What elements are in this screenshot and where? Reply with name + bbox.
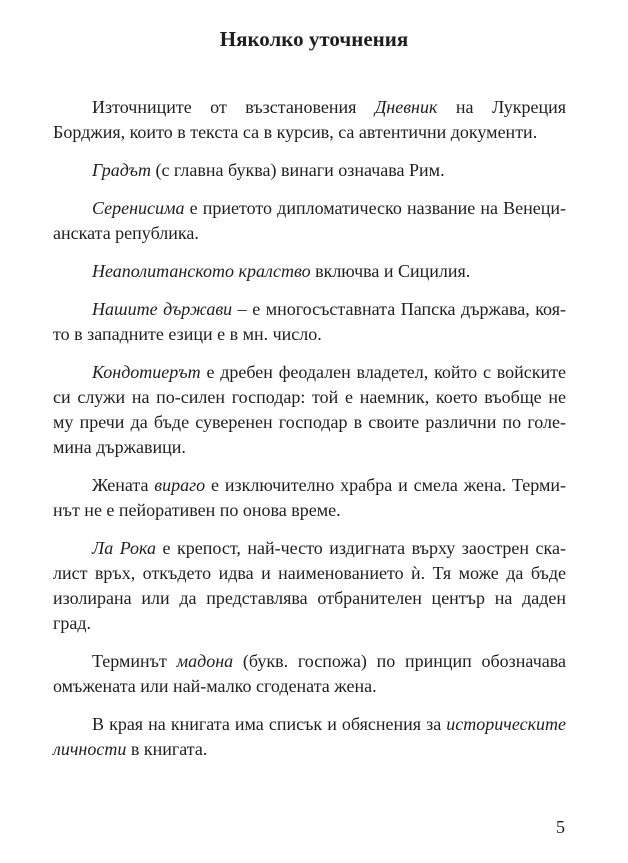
text-segment: Жената bbox=[92, 475, 155, 495]
text-segment: е крепост, най-често издигната върху заострен скалист връх, откъдето идва и наименованието ѝ. Тя може да бъде изолирана или да представлява отбранителен център на даден град. bbox=[53, 538, 566, 633]
text-segment-italic: историческите личности bbox=[53, 714, 566, 759]
text-segment: Терминът bbox=[92, 651, 177, 671]
page-number: 5 bbox=[556, 817, 565, 837]
text-segment-italic: вираго bbox=[154, 475, 206, 495]
text-segment: в книгата. bbox=[126, 739, 208, 759]
page-content bbox=[53, 95, 566, 762]
text-segment: е изключително храбра и смела жена. Терминът не е пейоративен по онова време. bbox=[53, 475, 566, 520]
paragraph-virago bbox=[53, 473, 566, 523]
text-segment-italic: Градът bbox=[92, 160, 151, 180]
text-segment: (с главна буква) винаги означава Рим. bbox=[150, 160, 445, 180]
text-segment: е дребен феодален владетел, който с войските си служи на по-силен господар: той е наемник, което въобще не му пречи да бъде суверенен господар в своите различни по големина държавици. bbox=[53, 362, 566, 457]
paragraph-neapolitan bbox=[53, 259, 566, 284]
paragraph-madona bbox=[53, 649, 566, 699]
paragraph-serenisima bbox=[53, 196, 566, 246]
paragraph-kondotier bbox=[53, 360, 566, 460]
paragraph-gradat bbox=[53, 158, 566, 183]
paragraph-la-roka bbox=[53, 536, 566, 636]
text-segment-italic: Кондотиерът bbox=[92, 362, 201, 382]
text-segment-italic: Нашите държави bbox=[92, 299, 233, 319]
text-segment-italic: Дневник bbox=[374, 97, 438, 117]
paragraph-nashite-darzhavi bbox=[53, 297, 566, 347]
page-title: Няколко уточнения bbox=[219, 27, 409, 51]
text-segment-italic: Неаполитанското кралство bbox=[92, 261, 311, 281]
text-segment-italic: Серенисима bbox=[92, 198, 185, 218]
paragraph-sources bbox=[53, 95, 566, 145]
text-segment: на Лукреция Борджия, които в текста са в курсив, са автентични документи. bbox=[53, 97, 566, 142]
text-segment: (букв. госпожа) по принцип обозначава омъжената или най-малко сгодената жена. bbox=[53, 651, 566, 696]
text-segment: включва и Сицилия. bbox=[310, 261, 471, 281]
text-segment: е приетото дипломатическо название на Венецианската република. bbox=[53, 198, 566, 243]
text-segment: В края на книгата има списък и обяснения за bbox=[92, 714, 447, 734]
text-segment: – е многосъставната Папска държава, която в западните езици е в мн. число. bbox=[53, 299, 566, 344]
text-segment-italic: Ла Рока bbox=[92, 538, 157, 558]
text-segment: Източниците от възстановения bbox=[92, 97, 375, 117]
text-segment-italic: мадона bbox=[176, 651, 234, 671]
paragraph-istoricheski-lichnosti bbox=[53, 712, 566, 762]
